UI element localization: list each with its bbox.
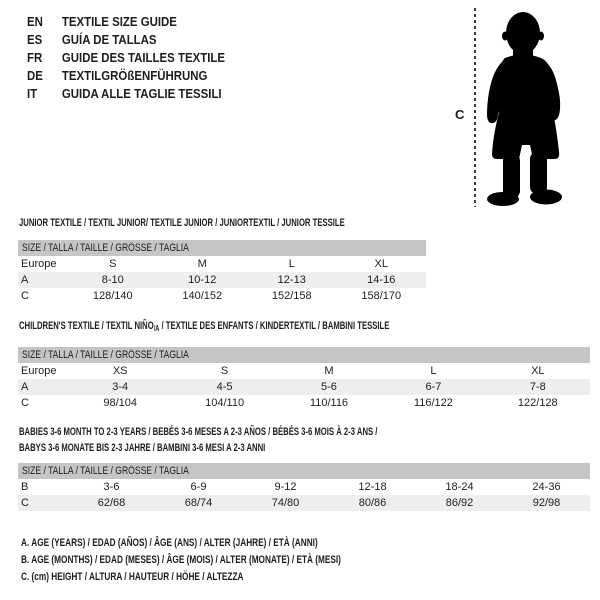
row-label-cell: A xyxy=(21,274,29,286)
section-title-children-prefix: CHILDREN'S TEXTILE / TEXTIL NIÑO xyxy=(19,320,154,332)
language-row-it xyxy=(27,85,225,103)
section-title-children-subscript: /A xyxy=(153,324,160,333)
value-cell: 62/68 xyxy=(97,497,126,509)
value-cell: 92/98 xyxy=(532,497,561,509)
value-cell: 152/158 xyxy=(271,290,312,302)
value-cell: 3-6 xyxy=(103,481,120,493)
table-row xyxy=(18,288,426,304)
baby-silhouette-icon xyxy=(483,4,596,207)
section-title-children-suffix: / TEXTILE DES ENFANTS / KINDERTEXTIL / BAMBINI TESSILE xyxy=(159,320,390,332)
table-row xyxy=(18,479,590,495)
row-label-cell: B xyxy=(21,481,29,493)
value-cell: 158/170 xyxy=(361,290,402,302)
row-label-cell: Europe xyxy=(21,365,57,377)
value-cell: 10-12 xyxy=(188,274,217,286)
language-title: GUÍA DE TALLAS xyxy=(61,32,157,47)
value-cell: 4-5 xyxy=(216,381,233,393)
row-label-cell: C xyxy=(21,290,29,302)
value-cell: 140/152 xyxy=(182,290,223,302)
value-cell: XL xyxy=(531,365,545,377)
language-code: FR xyxy=(27,50,43,65)
value-cell: L xyxy=(288,258,295,270)
value-cell: 9-12 xyxy=(274,481,297,493)
value-cell: 86/92 xyxy=(445,497,474,509)
section-title-junior: JUNIOR TEXTILE / TEXTIL JUNIOR/ TEXTILE JUNIOR / JUNIORTEXTIL / JUNIOR TESSILE xyxy=(19,217,345,229)
value-cell: 8-10 xyxy=(101,274,124,286)
legend-line-b: B. AGE (MONTHS) / EDAD (MESES) / ÂGE (MOIS) / ALTER (MONATE) / ETÀ (MESI) xyxy=(21,554,341,566)
value-cell: 12-18 xyxy=(358,481,387,493)
height-dotted-line xyxy=(474,8,476,207)
height-marker-label: C xyxy=(455,107,465,122)
table-row xyxy=(18,256,426,272)
table-row xyxy=(18,379,590,395)
value-cell: 24-36 xyxy=(532,481,561,493)
language-title: GUIDE DES TAILLES TEXTILE xyxy=(61,50,226,65)
babies-size-table xyxy=(18,463,590,511)
junior-size-table xyxy=(18,240,426,304)
value-cell: 6-9 xyxy=(190,481,207,493)
row-label-cell: A xyxy=(21,381,29,393)
language-code: EN xyxy=(27,14,43,29)
section-title-babies xyxy=(19,424,377,456)
children-size-table xyxy=(18,347,590,411)
measurement-legend xyxy=(21,535,448,586)
language-code: DE xyxy=(27,68,43,83)
value-cell: 3-4 xyxy=(112,381,129,393)
language-title: TEXTILE SIZE GUIDE xyxy=(61,14,177,29)
value-cell: S xyxy=(220,365,229,377)
language-code: ES xyxy=(27,32,43,47)
value-cell: 98/104 xyxy=(103,397,138,409)
table-header-text: SIZE / TALLA / TAILLE / GRÖSSE / TAGLIA xyxy=(22,349,189,361)
value-cell: 80/86 xyxy=(358,497,387,509)
value-cell: M xyxy=(324,365,334,377)
table-header-bar xyxy=(18,347,590,363)
table-row xyxy=(18,395,590,411)
section-title-babies-line2: BABYS 3-6 MONATE BIS 2-3 JAHRE / BAMBINI 3-6 MESI A 2-3 ANNI xyxy=(19,442,266,454)
language-row-es xyxy=(27,31,225,49)
language-code: IT xyxy=(27,86,38,101)
value-cell: 116/122 xyxy=(413,397,453,409)
value-cell: XS xyxy=(112,365,128,377)
language-title: TEXTILGRÖßENFÜHRUNG xyxy=(61,68,208,83)
legend-line-c: C. (cm) HEIGHT / ALTURA / HAUTEUR / HÖHE / ALTEZZA xyxy=(21,571,244,583)
value-cell: 110/116 xyxy=(309,397,349,409)
value-cell: 128/140 xyxy=(92,290,133,302)
table-row xyxy=(18,363,590,379)
value-cell: 74/80 xyxy=(271,497,300,509)
row-label-cell: C xyxy=(21,497,29,509)
language-row-de xyxy=(27,67,225,85)
value-cell: 6-7 xyxy=(425,381,442,393)
row-label-cell: C xyxy=(21,397,29,409)
section-title-babies-line1: BABIES 3-6 MONTH TO 2-3 YEARS / BEBÉS 3-6 MESES A 2-3 AÑOS / BÉBÉS 3-6 MOIS À 2-3 ANS / xyxy=(19,426,378,438)
value-cell: 68/74 xyxy=(184,497,213,509)
value-cell: 18-24 xyxy=(445,481,474,493)
value-cell: L xyxy=(430,365,437,377)
value-cell: 104/110 xyxy=(205,397,245,409)
value-cell: 122/128 xyxy=(517,397,558,409)
table-header-bar xyxy=(18,240,426,256)
table-header-text: SIZE / TALLA / TAILLE / GRÖSSE / TAGLIA xyxy=(22,465,189,477)
section-title-children xyxy=(19,318,389,335)
language-row-fr xyxy=(27,49,225,67)
language-title-list xyxy=(27,13,252,103)
value-cell: 7-8 xyxy=(529,381,546,393)
value-cell: 5-6 xyxy=(321,381,337,393)
value-cell: 12-13 xyxy=(277,274,306,286)
table-row xyxy=(18,495,590,511)
table-header-bar xyxy=(18,463,590,479)
value-cell: M xyxy=(197,258,207,270)
legend-line-a: A. AGE (YEARS) / EDAD (AÑOS) / ÂGE (ANS) / ALTER (JAHRE) / ETÀ (ANNI) xyxy=(21,537,318,549)
row-label-cell: Europe xyxy=(21,258,57,270)
value-cell: XL xyxy=(374,258,388,270)
language-row-en xyxy=(27,13,225,31)
language-title: GUIDA ALLE TAGLIE TESSILI xyxy=(61,86,222,101)
value-cell: 14-16 xyxy=(367,274,396,286)
table-header-text: SIZE / TALLA / TAILLE / GRÖSSE / TAGLIA xyxy=(22,242,189,254)
value-cell: S xyxy=(109,258,117,270)
table-row xyxy=(18,272,426,288)
